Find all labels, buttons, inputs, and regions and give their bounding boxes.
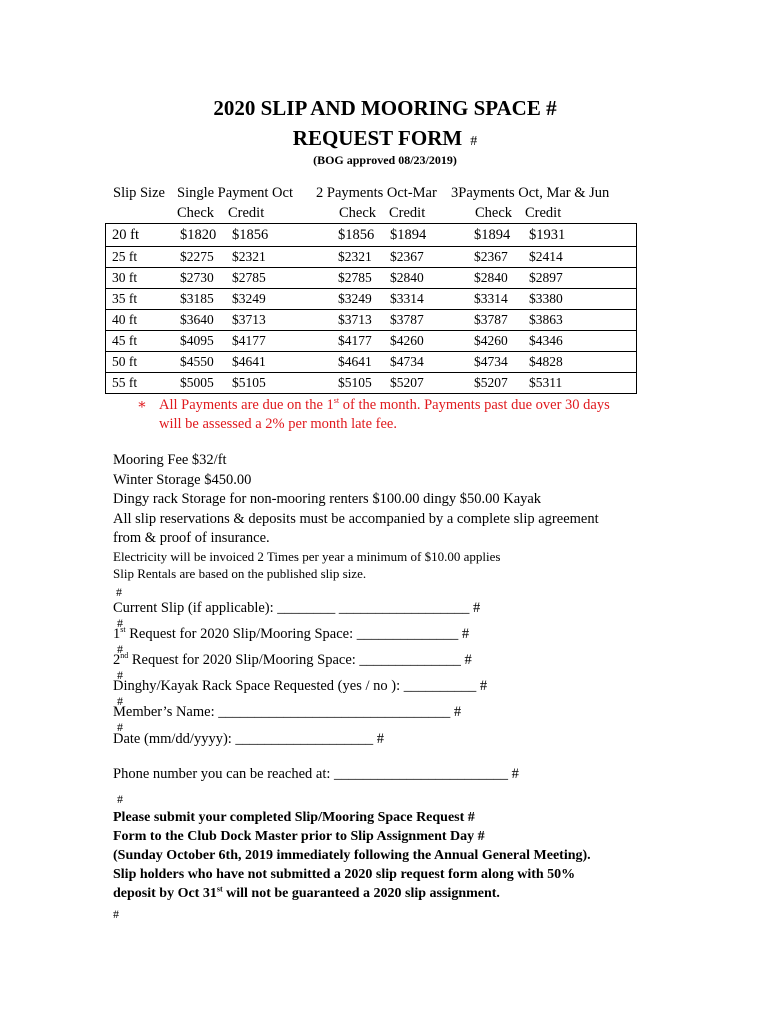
- instruction-line-1: Please submit your completed Slip/Mooring Space Request #: [113, 810, 475, 825]
- second-request-field[interactable]: 2nd Request for 2020 Slip/Mooring Space: ______________ #: [113, 651, 472, 668]
- cell-t-check: $2785: [338, 268, 390, 289]
- cell-t-check: $3249: [338, 289, 390, 310]
- cell-h-check: $5207: [474, 373, 529, 394]
- cell-s-credit: $4177: [232, 331, 338, 352]
- cell-h-credit: $3380: [529, 289, 637, 310]
- table-row: [106, 352, 637, 373]
- bullet-icon: ∗: [137, 397, 147, 413]
- slip-rentals-note: Slip Rentals are based on the published slip size.: [113, 566, 367, 581]
- cell-s-credit: $5105: [232, 373, 338, 394]
- cell-size: 25 ft: [106, 247, 181, 268]
- cell-s-credit: $2321: [232, 247, 338, 268]
- cell-t-credit: $1894: [390, 224, 474, 247]
- hash-mark: #: [117, 616, 123, 630]
- instruction-line-4: Slip holders who have not submitted a 2020 slip request form along with 50%: [113, 867, 576, 882]
- instruction-line-2: Form to the Club Dock Master prior to Slip Assignment Day #: [113, 829, 485, 844]
- dingy-storage: Dingy rack Storage for non-mooring renters $100.00 dingy $50.00 Kayak: [113, 491, 542, 507]
- cell-h-check: $1894: [474, 224, 529, 247]
- cell-t-check: $3713: [338, 310, 390, 331]
- first-request-field[interactable]: 1st Request for 2020 Slip/Mooring Space: ______________ #: [113, 625, 470, 642]
- cell-t-credit: $3314: [390, 289, 474, 310]
- slip-rates-table: [105, 223, 637, 394]
- hash-mark: #: [117, 642, 123, 656]
- header-check: Check: [177, 205, 215, 221]
- header-single-payment: Single Payment Oct: [177, 185, 293, 201]
- cell-size: 45 ft: [106, 331, 181, 352]
- cell-size: 30 ft: [106, 268, 181, 289]
- header-three-payments: 3Payments Oct, Mar & Jun: [451, 185, 610, 201]
- table-row: [106, 331, 637, 352]
- cell-s-check: $1820: [180, 224, 232, 247]
- table-row: [106, 224, 637, 247]
- hash-mark: #: [117, 792, 123, 806]
- cell-t-credit: $3787: [390, 310, 474, 331]
- header-two-payments: 2 Payments Oct-Mar: [316, 185, 437, 201]
- cell-h-credit: $1931: [529, 224, 637, 247]
- cell-h-check: $2367: [474, 247, 529, 268]
- current-slip-field[interactable]: Current Slip (if applicable): ________ __________________ #: [113, 600, 481, 616]
- table-row: [106, 247, 637, 268]
- dinghy-kayak-field[interactable]: Dinghy/Kayak Rack Space Requested (yes / no ): __________ #: [113, 678, 488, 694]
- table-row: [106, 289, 637, 310]
- cell-h-credit: $3863: [529, 310, 637, 331]
- cell-s-check: $4550: [180, 352, 232, 373]
- cell-h-credit: $4346: [529, 331, 637, 352]
- cell-t-check: $4641: [338, 352, 390, 373]
- winter-storage: Winter Storage $450.00: [113, 472, 252, 488]
- header-check: Check: [339, 205, 377, 221]
- header-check: Check: [475, 205, 513, 221]
- table-row: [106, 268, 637, 289]
- approval-note: (BOG approved 08/23/2019): [313, 153, 457, 167]
- date-field[interactable]: Date (mm/dd/yyyy): ___________________ #: [113, 731, 385, 747]
- table-row: [106, 310, 637, 331]
- cell-h-credit: $2897: [529, 268, 637, 289]
- cell-t-credit: $4734: [390, 352, 474, 373]
- hash-mark: #: [116, 585, 122, 599]
- cell-s-check: $2275: [180, 247, 232, 268]
- hash-mark: #: [117, 668, 123, 682]
- cell-s-check: $5005: [180, 373, 232, 394]
- electricity-note: Electricity will be invoiced 2 Times per year a minimum of $10.00 applies: [113, 549, 501, 564]
- page-title: 2020 SLIP AND MOORING SPACE #: [213, 96, 557, 120]
- slip-reservation-note: All slip reservations & deposits must be accompanied by a complete slip agreement: [113, 511, 599, 527]
- cell-t-credit: $4260: [390, 331, 474, 352]
- cell-h-credit: $5311: [529, 373, 637, 394]
- cell-s-check: $4095: [180, 331, 232, 352]
- cell-s-credit: $3249: [232, 289, 338, 310]
- slip-reservation-note-2: from & proof of insurance.: [113, 530, 270, 546]
- cell-s-credit: $4641: [232, 352, 338, 373]
- cell-h-credit: $4828: [529, 352, 637, 373]
- cell-s-check: $3185: [180, 289, 232, 310]
- mooring-fee: Mooring Fee $32/ft: [113, 452, 227, 468]
- cell-h-check: $4260: [474, 331, 529, 352]
- cell-h-check: $3787: [474, 310, 529, 331]
- cell-t-check: $1856: [338, 224, 390, 247]
- header-slip-size: Slip Size: [113, 185, 165, 201]
- cell-size: 40 ft: [106, 310, 181, 331]
- instruction-line-3: (Sunday October 6th, 2019 immediately following the Annual General Meeting).: [113, 848, 591, 863]
- cell-s-check: $3640: [180, 310, 232, 331]
- cell-h-check: $3314: [474, 289, 529, 310]
- hash-mark: #: [117, 720, 123, 734]
- page-title-line2: [0, 126, 770, 151]
- cell-h-credit: $2414: [529, 247, 637, 268]
- instruction-line-5: deposit by Oct 31st will not be guaranteed a 2020 slip assignment.: [113, 884, 500, 901]
- member-name-field[interactable]: Member’s Name: ________________________________ #: [113, 704, 462, 720]
- cell-h-check: $2840: [474, 268, 529, 289]
- hash-mark: #: [117, 694, 123, 708]
- note-line-2: will be assessed a 2% per month late fee.: [159, 416, 397, 432]
- cell-s-credit: $3713: [232, 310, 338, 331]
- cell-size: 35 ft: [106, 289, 181, 310]
- cell-size: 55 ft: [106, 373, 181, 394]
- cell-t-credit: $5207: [390, 373, 474, 394]
- header-credit: Credit: [389, 205, 426, 221]
- cell-s-check: $2730: [180, 268, 232, 289]
- cell-h-check: $4734: [474, 352, 529, 373]
- cell-s-credit: $1856: [232, 224, 338, 247]
- cell-size: 20 ft: [106, 224, 181, 247]
- cell-size: 50 ft: [106, 352, 181, 373]
- phone-field[interactable]: Phone number you can be reached at: ________________________ #: [113, 766, 519, 782]
- cell-t-credit: $2367: [390, 247, 474, 268]
- hash-mark: #: [113, 907, 119, 921]
- cell-t-check: $5105: [338, 373, 390, 394]
- cell-t-credit: $2840: [390, 268, 474, 289]
- payment-note: [137, 396, 637, 436]
- header-credit: Credit: [228, 205, 265, 221]
- cell-t-check: $2321: [338, 247, 390, 268]
- cell-s-credit: $2785: [232, 268, 338, 289]
- header-credit: Credit: [525, 205, 562, 221]
- hash-mark: #: [470, 134, 478, 149]
- cell-t-check: $4177: [338, 331, 390, 352]
- table-row: [106, 373, 637, 394]
- note-line-1: All Payments are due on the 1st of the month. Payments past due over 30 days: [159, 396, 610, 413]
- title-text: REQUEST FORM: [292, 126, 463, 150]
